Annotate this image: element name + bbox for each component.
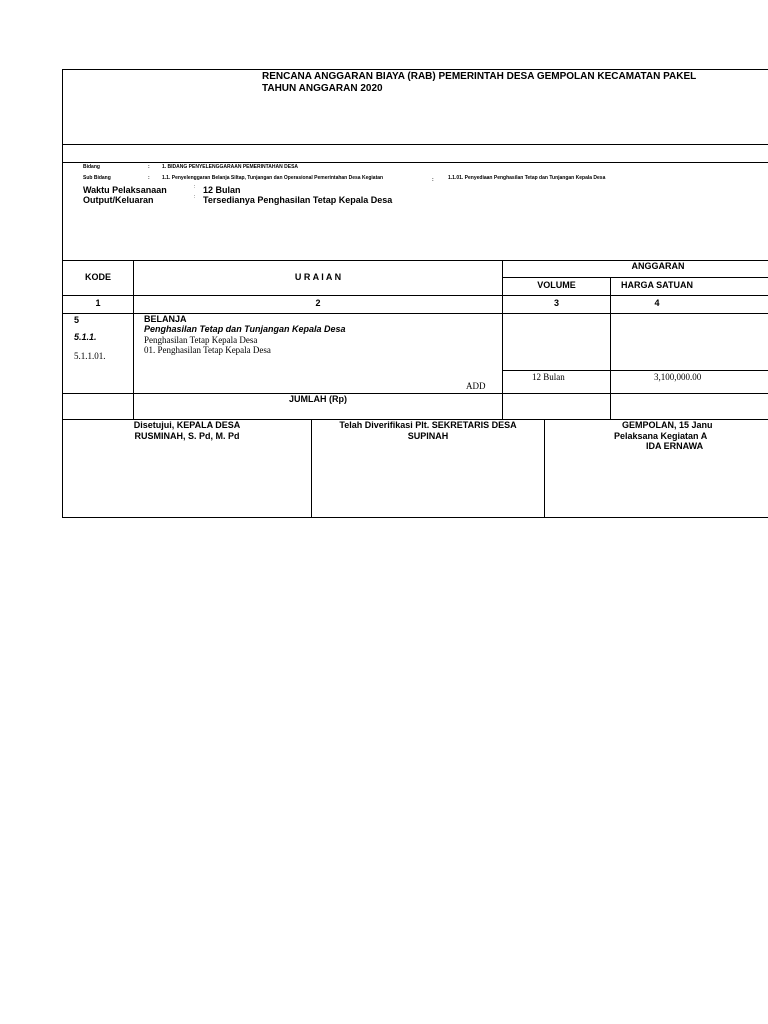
- sig-right-name: IDA ERNAWA: [646, 441, 704, 451]
- value-row-top: [502, 370, 768, 371]
- volume-value: 12 Bulan: [532, 372, 565, 382]
- waktu-label: Waktu Pelaksanaan: [83, 185, 167, 195]
- header-subline: [502, 277, 768, 278]
- output-label: Output/Keluaran: [83, 195, 154, 205]
- header-harga-satuan: HARGA SATUAN: [621, 280, 693, 290]
- sig-left-name: RUSMINAH, S. Pd, M. Pd: [134, 431, 240, 441]
- sig-left-title: Disetujui, KEPALA DESA: [133, 420, 241, 430]
- subbidang-value: 1.1. Penyelenggaran Belanja Siltap, Tunjangan dan Operasional Pemerintahan Desa Kegiatan: [162, 175, 384, 181]
- header-uraian: U R A I A N: [294, 272, 342, 282]
- sig-mid-title: Telah Diverifikasi Plt. SEKRETARIS DESA: [339, 420, 517, 430]
- bidang-label: Bidang: [83, 164, 100, 170]
- sig-mid-name: SUPINAH: [407, 431, 449, 441]
- document-title: RENCANA ANGGARAN BIAYA (RAB) PEMERINTAH DESA GEMPOLAN KECAMATAN PAKEL: [262, 71, 697, 82]
- bidang-value: 1. BIDANG PENYELENGGARAAN PEMERINTAHAN DESA: [162, 164, 299, 170]
- uraian-add: ADD: [466, 381, 486, 391]
- colnum-4: 4: [654, 298, 660, 308]
- divider-info: [62, 162, 768, 163]
- bidang-colon: :: [148, 164, 150, 170]
- uraian-belanja: BELANJA: [144, 314, 187, 324]
- waktu-colon: :: [194, 184, 196, 190]
- colnum-1: 1: [95, 298, 101, 308]
- colnum-3: 3: [553, 298, 559, 308]
- waktu-value: 12 Bulan: [203, 185, 241, 195]
- sig-right-title: Pelaksana Kegiatan A: [614, 431, 708, 441]
- document-year: TAHUN ANGGARAN 2020: [262, 83, 383, 94]
- header-bottom: [62, 295, 768, 296]
- sig-divider-2: [544, 419, 545, 518]
- harga-value: 3,100,000.00: [654, 372, 702, 382]
- code-belanja: 5: [74, 315, 80, 325]
- jumlah-label: JUMLAH (Rp): [289, 394, 347, 404]
- kegiatan-value: 1.1.01. Penyediaan Penghasilan Tetap dan Tunjangan Kepala Desa: [448, 175, 606, 181]
- header-anggaran: ANGGARAN: [631, 261, 685, 271]
- subbidang-label: Sub Bidang: [83, 175, 111, 181]
- header-kode: KODE: [84, 272, 111, 282]
- uraian-item: 01. Penghasilan Tetap Kepala Desa: [144, 345, 271, 355]
- output-colon: :: [194, 194, 196, 200]
- uraian-penghasilan-tunjangan: Penghasilan Tetap dan Tunjangan Kepala Desa: [144, 324, 346, 334]
- sig-bottom: [62, 517, 768, 518]
- uraian-penghasilan-tetap: Penghasilan Tetap Kepala Desa: [144, 335, 258, 345]
- frame-left: [62, 69, 63, 518]
- header-volume: VOLUME: [537, 280, 576, 290]
- output-value: Tersedianya Penghasilan Tetap Kepala Desa: [203, 195, 393, 205]
- subbidang-colon: :: [148, 175, 150, 181]
- code-penghasilan: 5.1.1.: [74, 332, 97, 342]
- code-item: 5.1.1.01.: [74, 351, 106, 361]
- frame-top: [62, 69, 768, 70]
- kegiatan-colon: :: [432, 177, 434, 183]
- sig-right-date: GEMPOLAN, 15 Janu: [622, 420, 713, 430]
- colnum-2: 2: [315, 298, 321, 308]
- divider-title: [62, 144, 768, 145]
